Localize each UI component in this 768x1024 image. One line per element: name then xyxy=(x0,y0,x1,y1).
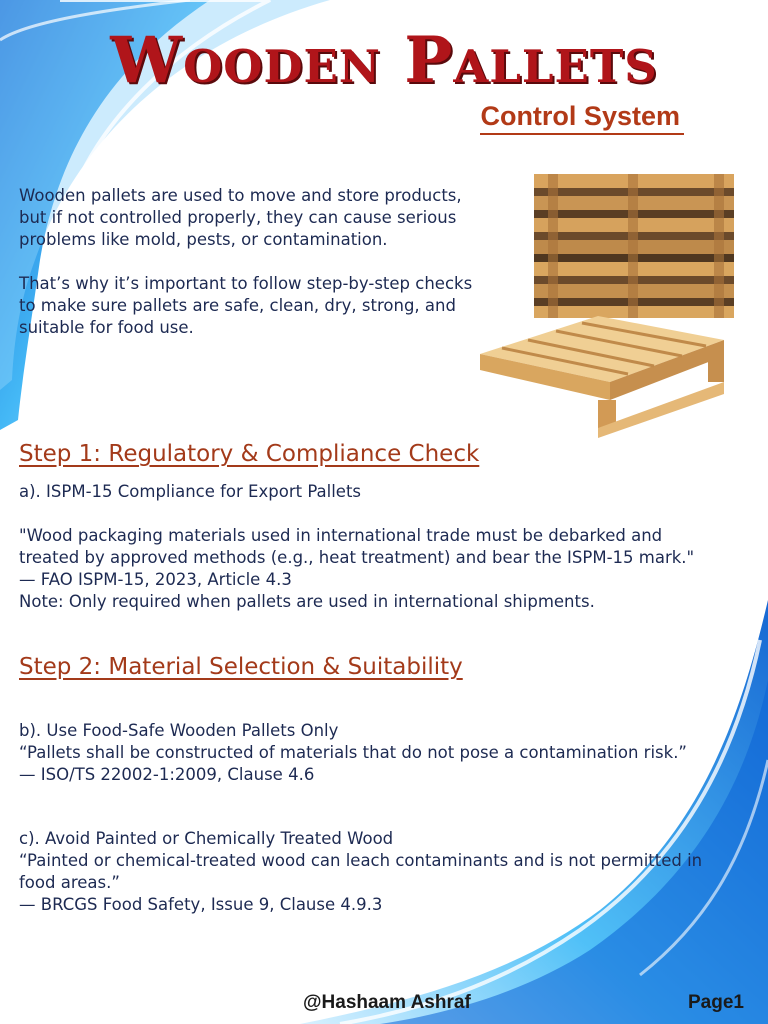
step1-quote: "Wood packaging materials used in international trade must be debarked and treated by approved methods (e.g., heat treatment) and bear the ISPM-15 mark." xyxy=(19,526,695,567)
page-number: Page1 xyxy=(688,992,744,1013)
step1-note: Note: Only required when pallets are used in international shipments. xyxy=(19,592,595,611)
step2-item-c-quote: “Painted or chemical-treated wood can leach contaminants and is not permitted in food areas.” xyxy=(19,851,703,892)
step2-item-c-label: c). Avoid Painted or Chemically Treated Wood xyxy=(19,829,394,848)
author-handle: @Hashaam Ashraf xyxy=(303,992,471,1013)
step2-item-b xyxy=(19,720,719,786)
step2-item-c-source: — BRCGS Food Safety, Issue 9, Clause 4.9.3 xyxy=(19,895,383,914)
step2-item-b-source: — ISO/TS 22002-1:2009, Clause 4.6 xyxy=(19,765,315,784)
intro-section xyxy=(19,185,479,361)
step1-heading: Step 1: Regulatory & Compliance Check xyxy=(19,441,480,467)
step1-quote-block xyxy=(19,525,719,613)
intro-paragraph: Wooden pallets are used to move and store products, but if not controlled properly, they can cause serious problems like mold, pests, or contamination. xyxy=(19,186,462,249)
step1-source: — FAO ISPM-15, 2023, Article 4.3 xyxy=(19,570,292,589)
step2-item-b-label: b). Use Food-Safe Wooden Pallets Only xyxy=(19,721,339,740)
step2-item-b-quote: “Pallets shall be constructed of materials that do not pose a contamination risk.” xyxy=(19,743,687,762)
page-subtitle: Control System xyxy=(480,100,684,135)
step1-item-label: a). ISPM-15 Compliance for Export Pallets xyxy=(19,482,362,501)
pallet-stack xyxy=(534,174,734,318)
step2-item-c xyxy=(19,828,719,916)
page-title: Wooden Pallets xyxy=(110,23,658,98)
step2-heading: Step 2: Material Selection & Suitability xyxy=(19,654,463,680)
pallet-floor xyxy=(480,316,724,438)
step1-section xyxy=(19,481,719,503)
intro-paragraph: That’s why it’s important to follow step-by-step checks to make sure pallets are safe, clean, dry, strong, and suitable for food use. xyxy=(19,274,473,337)
pallets-stack-image xyxy=(478,168,740,438)
